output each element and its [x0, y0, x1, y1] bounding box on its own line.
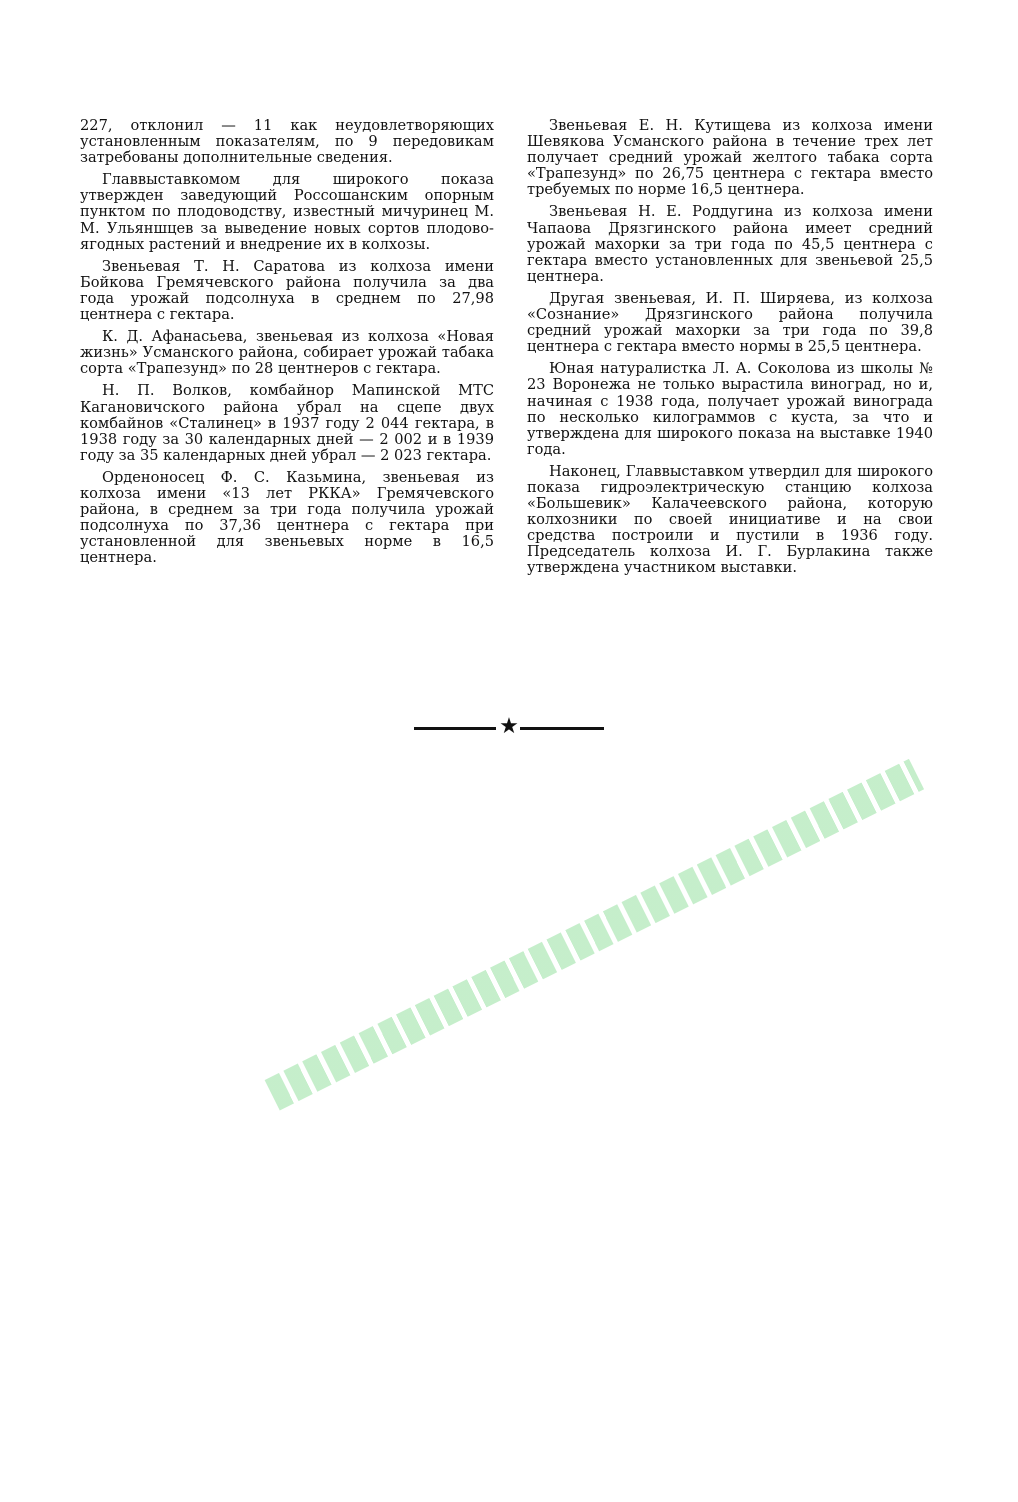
paragraph-left-4: К. Д. Афанасьева, звеньевая из колхоза «Новая жизнь» Усманского района, собирает урожай табака сорта «Трапезунд» по 28 центнеров с гектара. — [80, 328, 494, 378]
paragraph-left-2: Главвыставкомом для широкого показа утвержден заведующий Россошанским опорным пунктом по плодоводству, известный мичуринец М. М. Ульяншцев за выведение новых сортов плодово-ягодных растений и внедрение их в колхозы. — [80, 171, 494, 253]
star-icon: ★ — [499, 714, 519, 739]
diagonal-watermark — [265, 759, 925, 1111]
paragraph-left-1: 227, отклонил — 11 как неудовлетворяющих установленным показателям, по 9 передовикам затребованы дополнительные сведения. — [80, 117, 494, 167]
paragraph-left-3: Звеньевая Т. Н. Саратова из колхоза имени Бойкова Гремячевского района получила за два года урожай подсолнуха в среднем по 27,98 центнера с гектара. — [80, 257, 494, 324]
divider-rule-right — [520, 727, 604, 730]
left-text-column — [80, 118, 494, 572]
divider-rule-left — [414, 727, 496, 730]
paragraph-right-5: Наконец, Главвыставком утвердил для широкого показа гидроэлектрическую станцию колхоза «Большевик» Калачеевского района, которую колхозники по своей инициативе и на свои средства построили и пустили в 1936 году. Председатель колхоза И. Г. Бурлакина также утверждена участником выставки. — [527, 462, 933, 577]
section-divider — [414, 714, 604, 739]
paragraph-right-3: Другая звеньевая, И. П. Ширяева, из колхоза «Сознание» Дрязгинского района получила средний урожай махорки за три года по 39,8 центнера с гектара вместо нормы в 25,5 центнера. — [527, 289, 933, 356]
paragraph-left-5: Н. П. Волков, комбайнор Мапинской МТС Кагановичского района убрал на сцепе двух комбайнов «Сталинец» в 1937 году 2 044 гектара, в 1938 году за 30 календарных дней — 2 002 и в 1939 году за 35 календарных дней убрал — 2 023 гектара. — [80, 382, 494, 464]
paragraph-right-4: Юная натуралистка Л. А. Соколова из школы № 23 Воронежа не только вырастила виноград, но и, начиная с 1938 года, получает урожай винограда по несколько килограммов с куста, за что и утверждена для широкого показа на выставке 1940 года. — [527, 360, 933, 458]
paragraph-left-6: Орденоносец Ф. С. Казьмина, звеньевая из колхоза имени «13 лет РККА» Гремячевского района, в среднем за три года получила урожай подсолнуха по 37,36 центнера с гектара при установленной для звеньевых норме в 16,5 центнера. — [80, 468, 494, 567]
paragraph-right-1: Звеньевая Е. Н. Кутищева из колхоза имени Шевякова Усманского района в течение трех лет получает средний урожай желтого табака сорта «Трапезунд» по 26,75 центнера с гектара вместо требуемых по норме 16,5 центнера. — [527, 117, 933, 199]
right-text-column — [527, 118, 933, 583]
watermark-band — [265, 759, 925, 1111]
paragraph-right-2: Звеньевая Н. Е. Роддугина из колхоза имени Чапаова Дрязгинского района имеет средний урожай махорки за три года по 45,5 центнера с гектара вместо установленных для звеньевой 25,5 центнера. — [527, 203, 933, 285]
